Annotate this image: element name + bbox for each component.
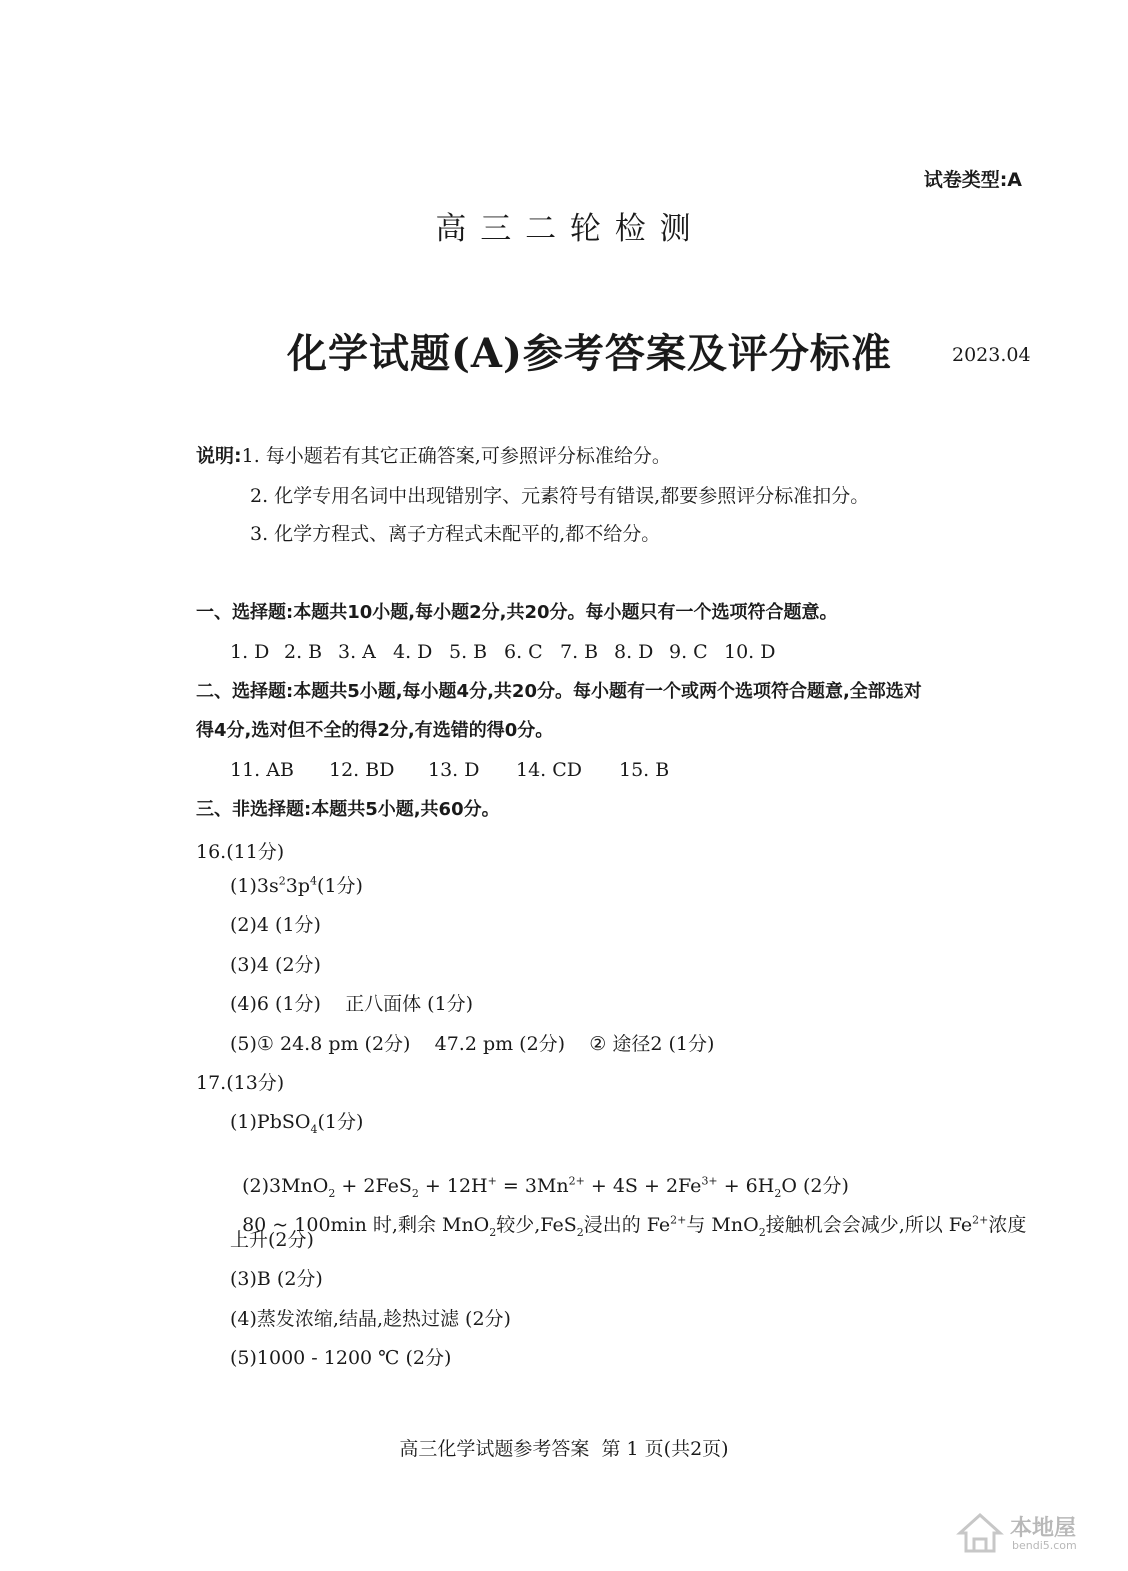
- superscript: 2+: [568, 1174, 585, 1188]
- eq-text: (2)3MnO: [242, 1175, 329, 1197]
- answer: 14. CD: [516, 759, 583, 781]
- answer: 12. BD: [329, 759, 395, 781]
- eq-text: = 3Mn: [496, 1175, 569, 1197]
- superscript: 4: [310, 874, 318, 888]
- expl-text: 接触机会会减少,所以 Fe: [765, 1214, 973, 1236]
- eq-text: + 12H: [418, 1175, 488, 1197]
- expl-text: 与 MnO: [686, 1214, 759, 1236]
- q16-answer-1-text: (1)3s: [230, 875, 279, 897]
- eq-text: + 4S + 2Fe: [584, 1175, 702, 1197]
- answer: 7. B: [560, 641, 599, 663]
- q17-title: 17.(13分): [196, 1072, 285, 1094]
- eq-text: + 6H: [717, 1175, 775, 1197]
- section1-heading: 一、选择题:本题共10小题,每小题2分,共20分。每小题只有一个选项符合题意。: [196, 602, 838, 623]
- expl-text: 浸出的 Fe: [583, 1214, 671, 1236]
- section2-answers: [230, 758, 669, 782]
- watermark-logo: [956, 1509, 1106, 1557]
- eq-text: O (2分): [781, 1175, 849, 1197]
- section1-answers: [230, 640, 776, 664]
- notes-label-text: 说明:: [196, 445, 242, 467]
- q17-answer-5: (5)1000 - 1200 ℃ (2分): [230, 1347, 452, 1369]
- q17-answer-1-text: (1)PbSO: [230, 1111, 311, 1133]
- q16-answer-1: [230, 874, 363, 898]
- answer: 10. D: [724, 641, 776, 663]
- answer: 6. C: [504, 641, 543, 663]
- q16-answer-3: (3)4 (2分): [230, 954, 321, 976]
- answer: 15. B: [619, 759, 670, 781]
- q16-answer-2: (2)4 (1分): [230, 914, 321, 936]
- page-footer: 高三化学试题参考答案 第 1 页(共2页): [399, 1438, 729, 1460]
- q17-answer-3: (3)B (2分): [230, 1268, 323, 1290]
- note-item: 2. 化学专用名词中出现错别字、元素符号有错误,都要参照评分标准扣分。: [250, 485, 870, 507]
- q16-answer-1-score: (1分): [317, 875, 363, 897]
- section2-heading-cont: 得4分,选对但不全的得2分,有选错的得0分。: [196, 720, 554, 741]
- paper-type: 试卷类型:A: [923, 169, 1022, 191]
- section2-heading: 二、选择题:本题共5小题,每小题4分,共20分。每小题有一个或两个选项符合题意,全部选对: [196, 681, 922, 702]
- answer: 4. D: [393, 641, 433, 663]
- note-item: 1. 每小题若有其它正确答案,可参照评分标准给分。: [241, 445, 671, 467]
- answer: 9. C: [669, 641, 708, 663]
- notes-label: [196, 444, 671, 468]
- subscript: 2: [758, 1225, 766, 1239]
- answer: 8. D: [614, 641, 654, 663]
- eq-text: + 2FeS: [335, 1175, 412, 1197]
- superscript: 3+: [701, 1174, 718, 1188]
- subscript: 2: [489, 1225, 497, 1239]
- answer: 3. A: [338, 641, 376, 663]
- exam-name: 高 三 二 轮 检 测: [435, 211, 693, 247]
- note-item: 3. 化学方程式、离子方程式未配平的,都不给分。: [250, 523, 661, 545]
- answer: 5. B: [449, 641, 488, 663]
- expl-text: 浓度: [988, 1214, 1027, 1236]
- expl-text: 80 ~ 100min 时,剩余 MnO: [242, 1214, 490, 1236]
- q16-title: 16.(11分): [196, 841, 285, 863]
- q17-answer-1: [230, 1110, 363, 1134]
- house-icon: [956, 1509, 1004, 1557]
- superscript: +: [487, 1174, 497, 1188]
- answer: 1. D: [230, 641, 270, 663]
- q17-answer-2-explanation-cont: 上升(2分): [230, 1229, 314, 1251]
- subscript: 2: [774, 1186, 782, 1200]
- subscript: 4: [310, 1122, 318, 1136]
- superscript: 2+: [972, 1213, 989, 1227]
- main-title: 化学试题(A)参考答案及评分标准: [287, 330, 892, 377]
- subscript: 2: [411, 1186, 419, 1200]
- answer: 11. AB: [230, 759, 294, 781]
- subscript: 2: [328, 1186, 336, 1200]
- watermark-title: 本地屋: [1010, 1516, 1077, 1541]
- q16-answer-5: (5)① 24.8 pm (2分) 47.2 pm (2分) ② 途径2 (1分): [230, 1033, 715, 1055]
- superscript: 2+: [670, 1213, 687, 1227]
- expl-text: 较少,FeS: [496, 1214, 577, 1236]
- q16-answer-1-text: 3p: [285, 875, 311, 897]
- answer: 13. D: [428, 759, 480, 781]
- superscript: 2: [278, 874, 286, 888]
- subscript: 2: [576, 1225, 584, 1239]
- q16-answer-4: (4)6 (1分) 正八面体 (1分): [230, 993, 474, 1015]
- watermark-url: bendi5.com: [1012, 1539, 1077, 1552]
- q17-answer-1-score: (1分): [317, 1111, 364, 1133]
- date: 2023.04: [952, 344, 1031, 366]
- answer: 2. B: [284, 641, 323, 663]
- section3-heading: 三、非选择题:本题共5小题,共60分。: [196, 799, 500, 820]
- q17-answer-4: (4)蒸发浓缩,结晶,趁热过滤 (2分): [230, 1308, 511, 1330]
